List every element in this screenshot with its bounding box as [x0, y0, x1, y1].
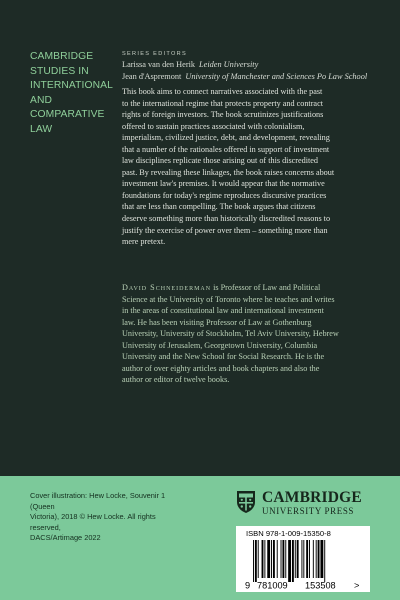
cover-credit-line: Victoria), 2018 © Hew Locke. All rights reserved, [30, 512, 156, 532]
editor-entry [122, 71, 367, 83]
publisher-press: UNIVERSITY PRESS [262, 506, 355, 516]
barcode-bar [281, 540, 282, 578]
series-editors [122, 50, 367, 82]
barcode-bar [282, 540, 284, 578]
series-title-line: COMPARATIVE [30, 109, 105, 121]
series-editors-label: SERIES EDITORS [122, 51, 188, 57]
description-line: that a number of the rationales offered in support of investment [122, 144, 330, 154]
publisher-name: CAMBRIDGE [262, 489, 362, 506]
cover-credit [30, 491, 188, 544]
barcode-bar [292, 540, 294, 582]
bio-line: in the areas of constitutional law and international investment [122, 306, 324, 316]
editor-name: Jean d'Aspremont [122, 71, 182, 81]
author-name: David Schneiderman [122, 283, 212, 292]
bottom-panel [0, 476, 400, 600]
barcode-bar [324, 540, 325, 582]
editor-entry [122, 59, 367, 71]
bio-line: University, University of Stockholm, Tel Aviv University, Hebrew [122, 329, 339, 339]
bio-line: University of Jerusalem, Georgetown University, Columbia [122, 340, 318, 350]
barcode-digits-left: 781009 [257, 580, 288, 590]
barcode-bar [295, 540, 296, 578]
author-bio [122, 282, 375, 386]
barcode-bar [288, 540, 291, 582]
barcode-bar [318, 540, 320, 578]
barcode-bars [244, 540, 362, 590]
series-title-line: INTERNATIONAL [30, 80, 113, 92]
barcode-bar [306, 540, 308, 578]
bio-line: Science at the University of Toronto where he teaches and writes [122, 294, 335, 304]
description-line: to the international regime that protects property and contract [122, 98, 323, 108]
series-title [30, 50, 118, 138]
series-title-line: CAMBRIDGE [30, 51, 94, 62]
barcode-bar [255, 540, 257, 582]
bio-line-rest: is Professor of Law and Political [211, 283, 321, 292]
barcode-bar [258, 540, 259, 578]
description-line: rights of foreign investors. The book scrutinizes justifications [122, 110, 324, 120]
editor-affiliation: Leiden University [199, 60, 259, 69]
barcode-bar [301, 540, 302, 578]
cover-credit-line: Cover illustration: Hew Locke, Souvenir 1 (Queen [30, 491, 166, 511]
barcode-bar [320, 540, 323, 578]
series-title-line: AND [30, 94, 53, 106]
bio-line: University and the New School for Social Research. He is the [122, 352, 325, 362]
barcode-bar [264, 540, 265, 578]
barcode-bar [316, 540, 317, 578]
cambridge-shield-icon [236, 490, 256, 514]
barcode-bar [267, 540, 270, 578]
barcode-bar [277, 540, 278, 578]
barcode-bar [313, 540, 314, 578]
bio-line: author or editor of twelve books. [122, 375, 230, 385]
cover-credit-line: DACS/Artimage 2022 [30, 533, 101, 542]
description-line: This book aims to connect narratives associated with the past [122, 87, 323, 96]
description-line: deserve something more than historically discredited reasons to [122, 214, 331, 224]
bio-line: law. He has been visiting Professor of Law at Gothenburg [122, 317, 312, 327]
barcode-digits-right: 153508 [305, 580, 336, 590]
bio-line: author of over eighty articles and book chapters and also the [122, 363, 320, 373]
isbn-text: ISBN 978-1-009-15350-8 [246, 529, 331, 538]
description-line: that are less than compelling. The book argues that citizens [122, 202, 316, 212]
description-line: law disciplines replicate those arising out of this discredited [122, 156, 318, 166]
editor-name: Larissa van den Herik [122, 60, 196, 69]
barcode-bar [309, 540, 310, 578]
description-line: foundations for today's regime reproduces discursive practices [122, 190, 327, 200]
barcode-bar [297, 540, 299, 578]
bio-line [122, 282, 375, 294]
description-line: justify the exercise of power over them – something more than [122, 225, 328, 235]
barcode-digit-lead: 9 [245, 580, 251, 590]
barcode-bar [253, 540, 254, 582]
barcode-bar-group [253, 540, 325, 582]
barcode-bar [303, 540, 304, 578]
barcode-bar [273, 540, 275, 578]
barcode-bar [262, 540, 264, 578]
book-description [122, 86, 375, 248]
barcode-bar [285, 540, 286, 578]
series-title-line: LAW [30, 123, 53, 135]
description-line: offered to sustain practices associated with colonialism, [122, 121, 305, 131]
description-line: mere pretext. [122, 237, 166, 247]
description-line: imperialism, civilized justice, debt, and development, revealing [122, 133, 330, 143]
barcode-addon-mark: > [354, 580, 360, 590]
description-line: investment law's premises. It would appear that the normative [122, 179, 325, 189]
barcode-bar [271, 540, 272, 578]
description-line: past. By revealing these linkages, the book raises concerns about [122, 167, 335, 177]
barcode [236, 526, 370, 592]
series-title-line: STUDIES IN [30, 65, 89, 77]
editor-affiliation: University of Manchester and Sciences Po Law School [185, 71, 368, 81]
